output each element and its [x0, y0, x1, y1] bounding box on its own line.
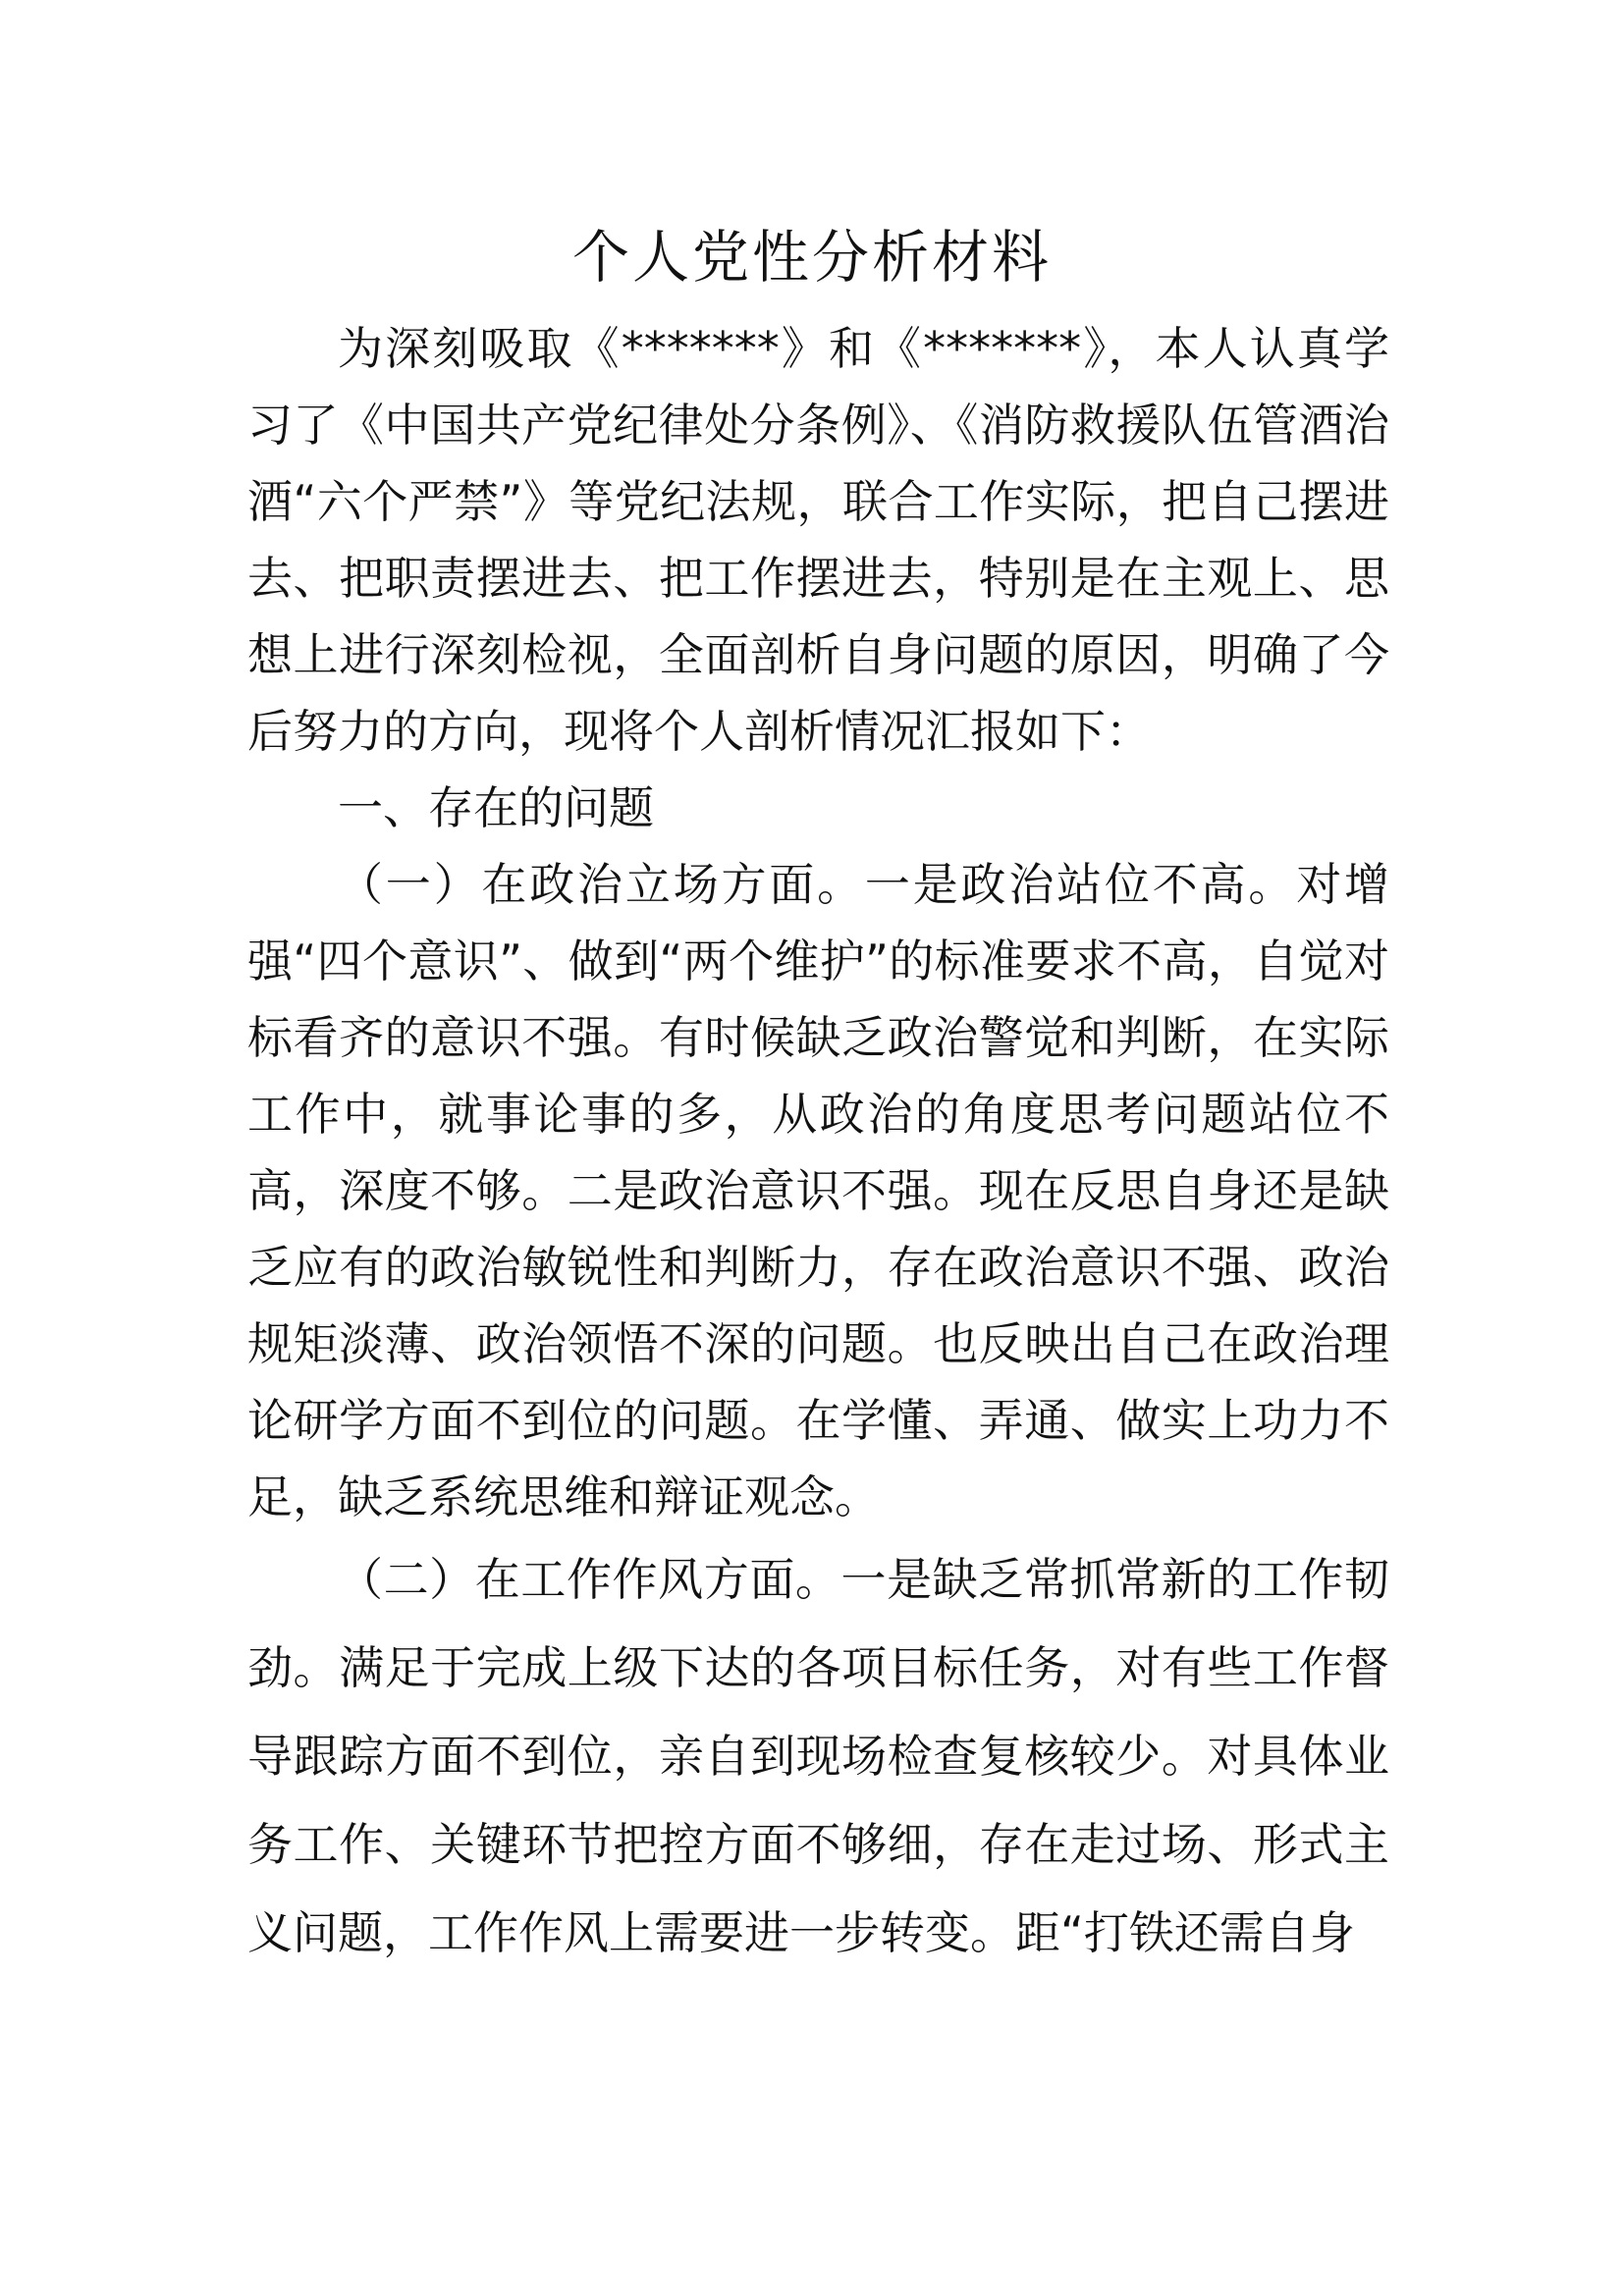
intro-paragraph: 为深刻吸取《*******》和《*******》，本人认真学习了《中国共产党纪律处分条例》、《消防救援队伍管酒治酒“六个严禁”》等党纪法规，联合工作实际，把自己摆进去、把职责摆进去、把工作摆进去，特别是在主观上、思想上进行深刻检视，全面剖析自身问题的原因，明确了今后努力的方向，现将个人剖析情况汇报如下： — [247, 322, 1389, 758]
document-title: 个人党性分析材料 — [571, 224, 1052, 291]
document-body — [247, 310, 1389, 1977]
work-style-paragraph: （二）在工作作风方面。一是缺乏常抓常新的工作韧劲。满足于完成上级下达的各项目标任务，对有些工作督导跟踪方面不到位，亲自到现场检查复核较少。对具体业务工作、关键环节把控方面不够细，存在走过场、形式主义问题，工作作风上需要进一步转变。距“打铁还需自身 — [247, 1553, 1389, 1959]
section-heading-problems: 一、存在的问题 — [338, 781, 654, 834]
political-stance-paragraph: （一）在政治立场方面。一是政治站位不高。对增强“四个意识”、做到“两个维护”的标准要求不高，自觉对标看齐的意识不强。有时候缺乏政治警觉和判断，在实际工作中，就事论事的多，从政治的角度思考问题站位不高，深度不够。二是政治意识不强。现在反思自身还是缺乏应有的政治敏锐性和判断力，存在政治意识不强、政治规矩淡薄、政治领悟不深的问题。也反映出自己在政治理论研学方面不到位的问题。在学懂、弄通、做实上功力不足，缺乏系统思维和辩证观念。 — [247, 858, 1389, 1523]
